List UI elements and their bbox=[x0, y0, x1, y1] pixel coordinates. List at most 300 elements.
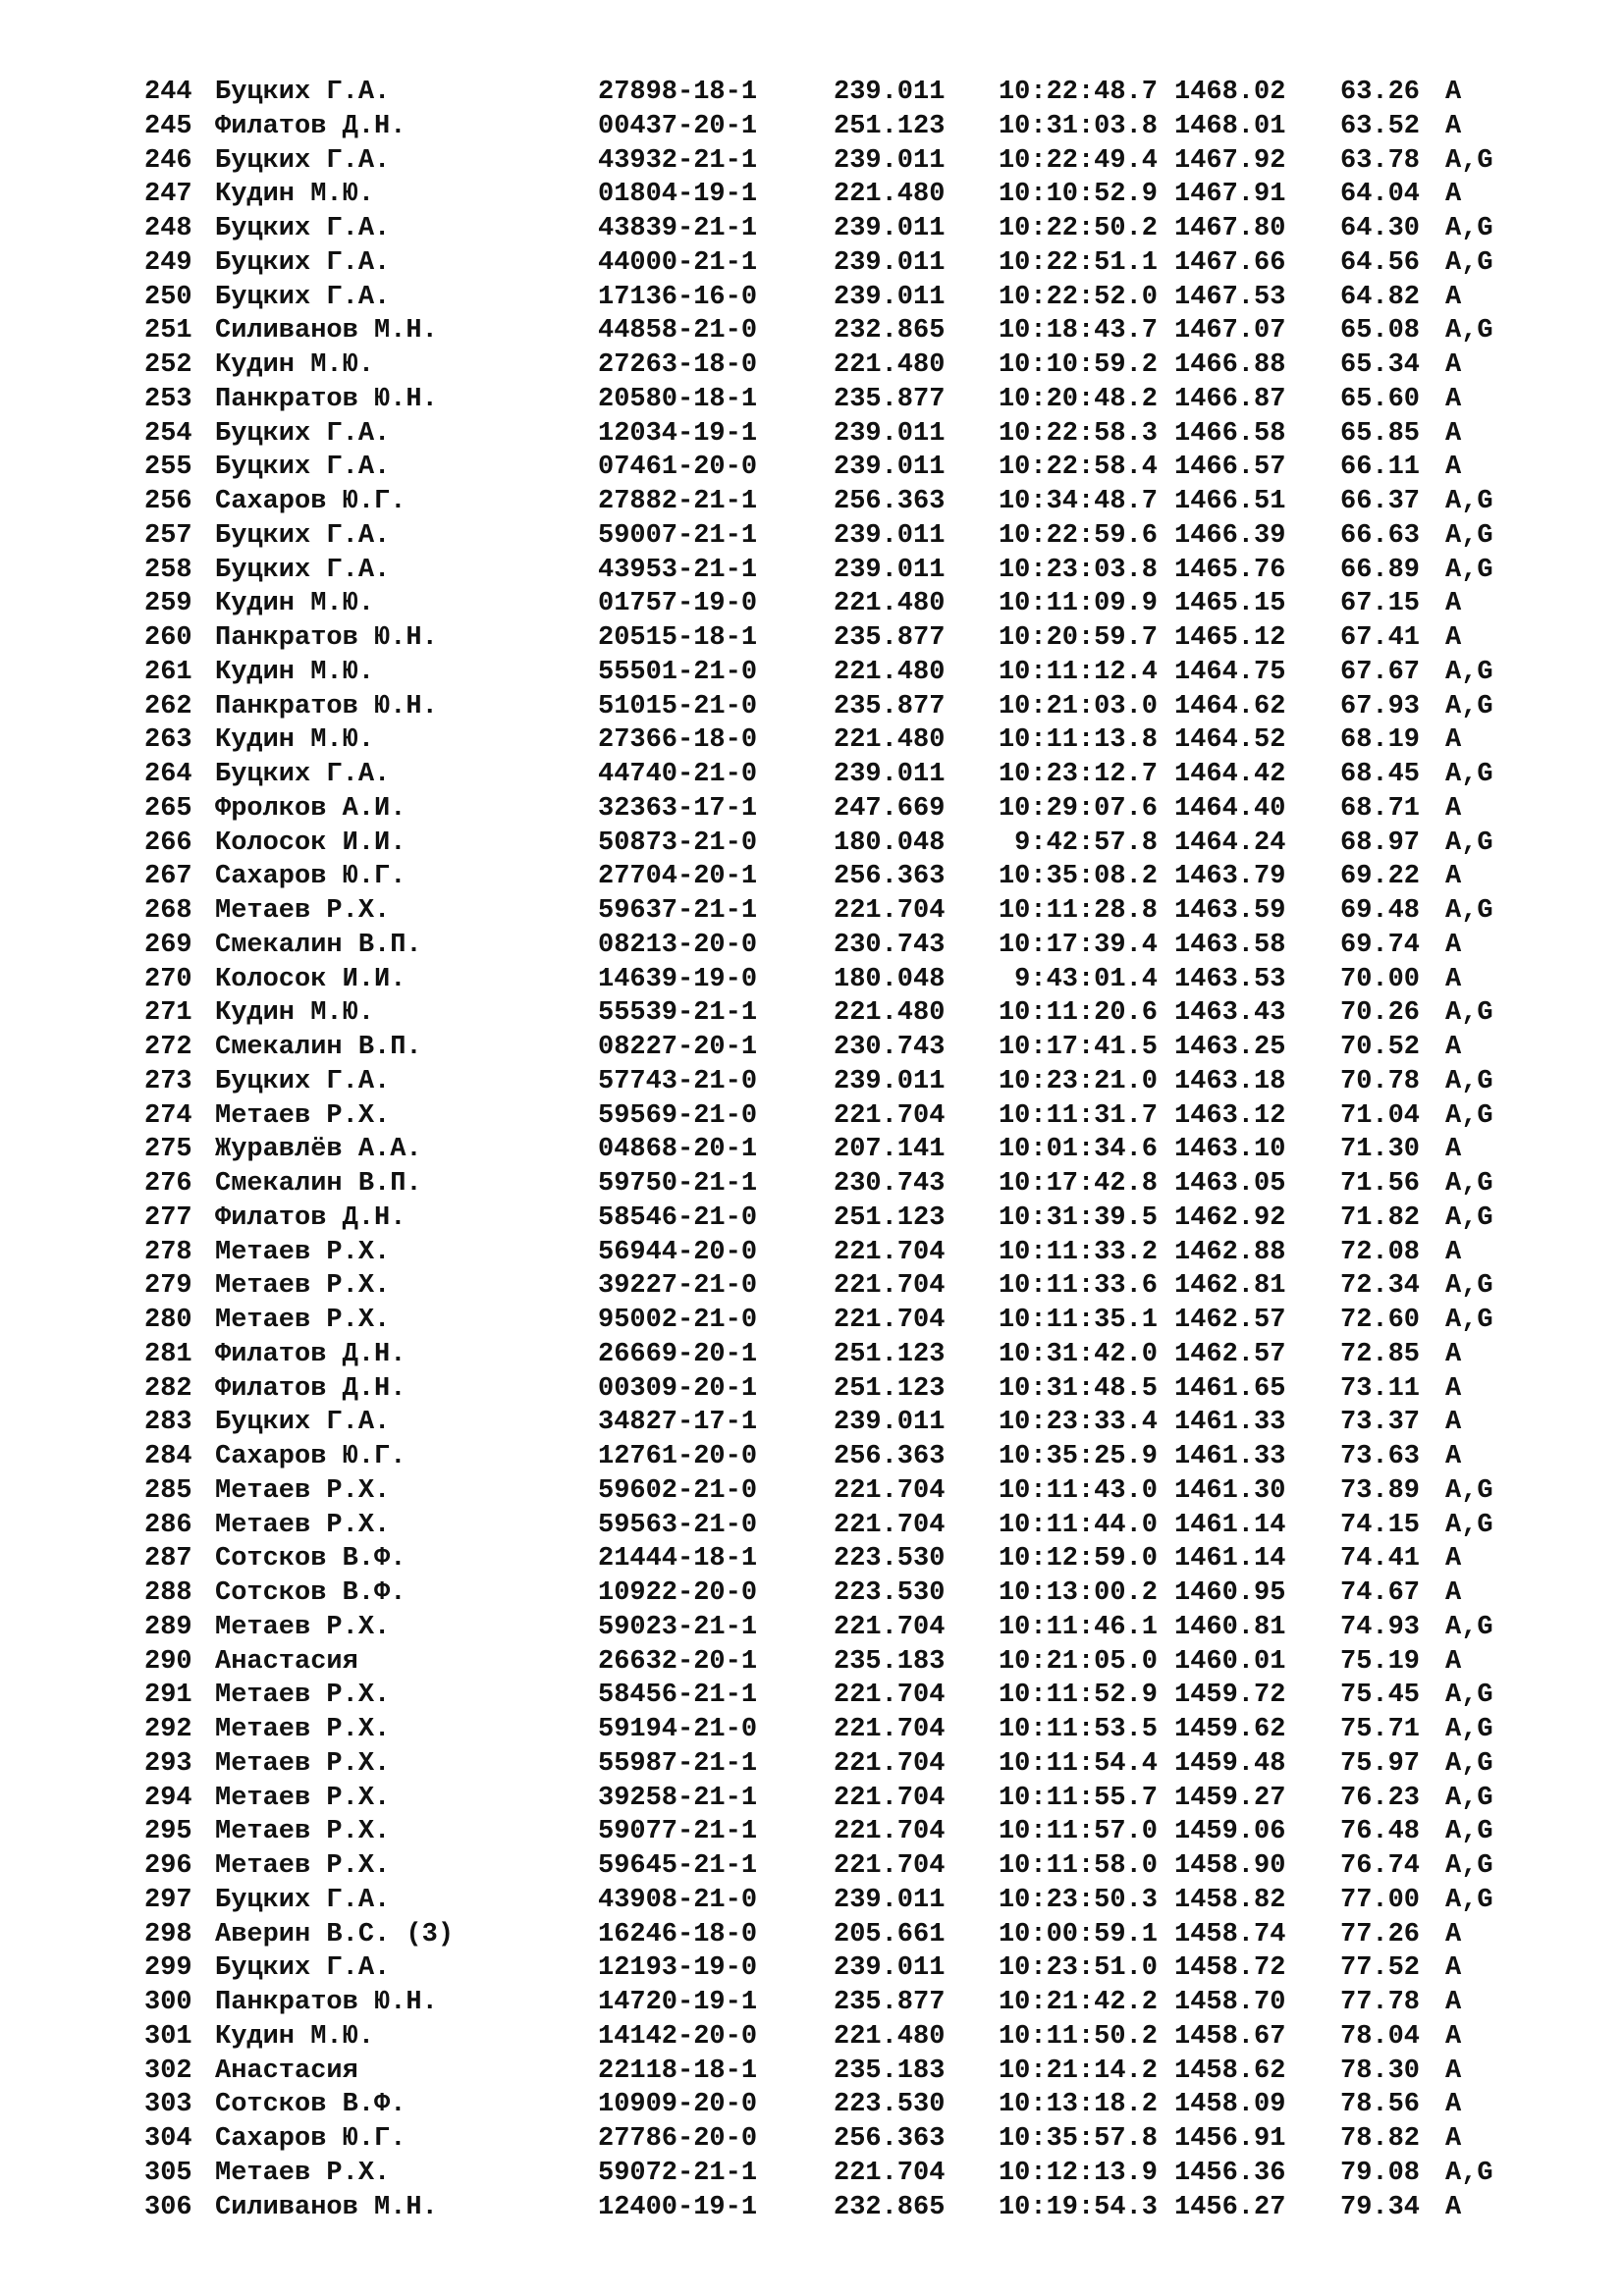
time-cell: 10:11:20.6 bbox=[998, 998, 1158, 1029]
flags-cell: A bbox=[1445, 1237, 1462, 1267]
distance-cell: 221.704 bbox=[834, 1306, 946, 1335]
speed-cell: 1466.39 bbox=[1174, 520, 1286, 551]
speed-cell: 1456.91 bbox=[1174, 2124, 1286, 2154]
name-cell: Буцких Г.А. bbox=[215, 1885, 391, 1915]
place-cell: 247 bbox=[144, 180, 192, 210]
ring-cell: 57743-21-0 bbox=[598, 1066, 758, 1096]
name-cell: Филатов Д.Н. bbox=[215, 1373, 406, 1404]
flags-cell: A bbox=[1445, 1442, 1462, 1471]
distance-cell: 221.704 bbox=[834, 1237, 946, 1267]
flags-cell: A bbox=[1445, 282, 1462, 312]
ring-cell: 27366-18-0 bbox=[598, 725, 758, 756]
flags-cell: A,G bbox=[1445, 1681, 1493, 1711]
time-cell: 10:31:48.5 bbox=[998, 1373, 1158, 1404]
speed-cell: 1466.58 bbox=[1174, 418, 1286, 449]
distance-cell: 221.704 bbox=[834, 1271, 946, 1302]
table-row bbox=[144, 1918, 1519, 1952]
distance-cell: 230.743 bbox=[834, 1169, 946, 1199]
name-cell: Метаев Р.Х. bbox=[215, 1851, 391, 1881]
time-cell: 10:22:52.0 bbox=[998, 282, 1158, 312]
flags-cell: A,G bbox=[1445, 1100, 1493, 1131]
time-cell: 10:11:55.7 bbox=[998, 1783, 1158, 1813]
name-cell: Метаев Р.Х. bbox=[215, 1271, 391, 1302]
distance-cell: 251.123 bbox=[834, 111, 946, 141]
time-cell: 10:11:53.5 bbox=[998, 1715, 1158, 1744]
ring-cell: 59077-21-1 bbox=[598, 1817, 758, 1847]
table-row bbox=[144, 1304, 1519, 1338]
ring-cell: 00309-20-1 bbox=[598, 1373, 758, 1404]
speed-cell: 1463.18 bbox=[1174, 1066, 1286, 1096]
flags-cell: A bbox=[1445, 862, 1462, 892]
ring-cell: 14142-20-0 bbox=[598, 2021, 758, 2052]
speed-cell: 1459.27 bbox=[1174, 1783, 1286, 1813]
place-cell: 262 bbox=[144, 691, 192, 721]
ring-cell: 12761-20-0 bbox=[598, 1442, 758, 1471]
name-cell: Колосок И.И. bbox=[215, 828, 406, 858]
table-row bbox=[144, 348, 1519, 383]
speed-cell: 1460.01 bbox=[1174, 1646, 1286, 1677]
time-cell: 10:13:00.2 bbox=[998, 1578, 1158, 1608]
name-cell: Буцких Г.А. bbox=[215, 418, 391, 449]
distance-cell: 221.480 bbox=[834, 350, 946, 380]
points-cell: 73.89 bbox=[1340, 1475, 1421, 1506]
speed-cell: 1468.02 bbox=[1174, 78, 1286, 107]
flags-cell: A bbox=[1445, 2056, 1462, 2086]
place-cell: 282 bbox=[144, 1373, 192, 1404]
points-cell: 75.45 bbox=[1340, 1681, 1421, 1711]
ring-cell: 55539-21-1 bbox=[598, 998, 758, 1029]
ring-cell: 59602-21-0 bbox=[598, 1475, 758, 1506]
table-row bbox=[144, 1065, 1519, 1099]
name-cell: Буцких Г.А. bbox=[215, 453, 391, 483]
name-cell: Филатов Д.Н. bbox=[215, 1339, 406, 1369]
distance-cell: 221.704 bbox=[834, 1681, 946, 1711]
flags-cell: A bbox=[1445, 725, 1462, 756]
place-cell: 306 bbox=[144, 2192, 192, 2222]
name-cell: Панкратов Ю.Н. bbox=[215, 384, 438, 414]
name-cell: Кудин М.Ю. bbox=[215, 998, 375, 1029]
place-cell: 266 bbox=[144, 828, 192, 858]
table-row bbox=[144, 1576, 1519, 1611]
flags-cell: A bbox=[1445, 2021, 1462, 2052]
place-cell: 305 bbox=[144, 2158, 192, 2188]
place-cell: 270 bbox=[144, 964, 192, 994]
name-cell: Кудин М.Ю. bbox=[215, 2021, 375, 2052]
distance-cell: 180.048 bbox=[834, 964, 946, 994]
time-cell: 10:11:33.6 bbox=[998, 1271, 1158, 1302]
distance-cell: 239.011 bbox=[834, 145, 946, 176]
time-cell: 10:11:50.2 bbox=[998, 2021, 1158, 2052]
table-row bbox=[144, 996, 1519, 1031]
flags-cell: A,G bbox=[1445, 691, 1493, 721]
points-cell: 66.89 bbox=[1340, 555, 1421, 585]
time-cell: 10:20:59.7 bbox=[998, 623, 1158, 653]
time-cell: 10:23:12.7 bbox=[998, 760, 1158, 789]
ring-cell: 26669-20-1 bbox=[598, 1339, 758, 1369]
name-cell: Журавлёв А.А. bbox=[215, 1135, 422, 1165]
points-cell: 69.74 bbox=[1340, 930, 1421, 960]
table-row bbox=[144, 1269, 1519, 1304]
ring-cell: 59007-21-1 bbox=[598, 520, 758, 551]
ring-cell: 14639-19-0 bbox=[598, 964, 758, 994]
ring-cell: 20580-18-1 bbox=[598, 384, 758, 414]
table-row bbox=[144, 929, 1519, 963]
flags-cell: A bbox=[1445, 1544, 1462, 1575]
place-cell: 274 bbox=[144, 1100, 192, 1131]
flags-cell: A bbox=[1445, 930, 1462, 960]
place-cell: 265 bbox=[144, 793, 192, 824]
name-cell: Фролков А.И. bbox=[215, 793, 406, 824]
name-cell: Сахаров Ю.Г. bbox=[215, 2124, 406, 2154]
distance-cell: 239.011 bbox=[834, 555, 946, 585]
table-row bbox=[144, 1031, 1519, 1065]
points-cell: 68.19 bbox=[1340, 725, 1421, 756]
speed-cell: 1456.36 bbox=[1174, 2158, 1286, 2188]
speed-cell: 1466.87 bbox=[1174, 384, 1286, 414]
distance-cell: 221.704 bbox=[834, 1851, 946, 1881]
flags-cell: A,G bbox=[1445, 1169, 1493, 1199]
flags-cell: A,G bbox=[1445, 2158, 1493, 2188]
points-cell: 76.23 bbox=[1340, 1783, 1421, 1813]
flags-cell: A bbox=[1445, 1578, 1462, 1608]
name-cell: Кудин М.Ю. bbox=[215, 350, 375, 380]
distance-cell: 256.363 bbox=[834, 2124, 946, 2154]
table-row bbox=[144, 1986, 1519, 2020]
time-cell: 10:22:58.4 bbox=[998, 453, 1158, 483]
points-cell: 73.11 bbox=[1340, 1373, 1421, 1404]
place-cell: 298 bbox=[144, 1919, 192, 1949]
ring-cell: 20515-18-1 bbox=[598, 623, 758, 653]
distance-cell: 256.363 bbox=[834, 1442, 946, 1471]
speed-cell: 1464.42 bbox=[1174, 760, 1286, 789]
flags-cell: A,G bbox=[1445, 1306, 1493, 1335]
name-cell: Буцких Г.А. bbox=[215, 555, 391, 585]
ring-cell: 12193-19-0 bbox=[598, 1953, 758, 1984]
speed-cell: 1461.14 bbox=[1174, 1510, 1286, 1540]
speed-cell: 1464.62 bbox=[1174, 691, 1286, 721]
speed-cell: 1462.57 bbox=[1174, 1306, 1286, 1335]
speed-cell: 1465.76 bbox=[1174, 555, 1286, 585]
ring-cell: 59023-21-1 bbox=[598, 1612, 758, 1642]
distance-cell: 235.877 bbox=[834, 384, 946, 414]
time-cell: 10:23:51.0 bbox=[998, 1953, 1158, 1984]
flags-cell: A,G bbox=[1445, 1612, 1493, 1642]
time-cell: 10:12:13.9 bbox=[998, 2158, 1158, 2188]
distance-cell: 239.011 bbox=[834, 1885, 946, 1915]
place-cell: 293 bbox=[144, 1748, 192, 1779]
speed-cell: 1464.52 bbox=[1174, 725, 1286, 756]
ring-cell: 43932-21-1 bbox=[598, 145, 758, 176]
place-cell: 272 bbox=[144, 1033, 192, 1062]
distance-cell: 221.704 bbox=[834, 1715, 946, 1744]
place-cell: 251 bbox=[144, 316, 192, 347]
table-row bbox=[144, 1713, 1519, 1747]
ring-cell: 59645-21-1 bbox=[598, 1851, 758, 1881]
table-row bbox=[144, 1611, 1519, 1645]
flags-cell: A,G bbox=[1445, 1817, 1493, 1847]
speed-cell: 1458.90 bbox=[1174, 1851, 1286, 1881]
speed-cell: 1459.72 bbox=[1174, 1681, 1286, 1711]
ring-cell: 27898-18-1 bbox=[598, 78, 758, 107]
table-row bbox=[144, 1542, 1519, 1576]
points-cell: 64.30 bbox=[1340, 214, 1421, 243]
points-cell: 63.26 bbox=[1340, 78, 1421, 107]
distance-cell: 239.011 bbox=[834, 1408, 946, 1438]
name-cell: Колосок И.И. bbox=[215, 964, 406, 994]
place-cell: 301 bbox=[144, 2021, 192, 2052]
name-cell: Анастасия bbox=[215, 2056, 358, 2086]
flags-cell: A,G bbox=[1445, 657, 1493, 687]
speed-cell: 1463.43 bbox=[1174, 998, 1286, 1029]
distance-cell: 239.011 bbox=[834, 78, 946, 107]
distance-cell: 235.877 bbox=[834, 623, 946, 653]
points-cell: 69.48 bbox=[1340, 896, 1421, 926]
points-cell: 70.26 bbox=[1340, 998, 1421, 1029]
ring-cell: 59569-21-0 bbox=[598, 1100, 758, 1131]
time-cell: 10:17:41.5 bbox=[998, 1033, 1158, 1062]
time-cell: 10:11:33.2 bbox=[998, 1237, 1158, 1267]
time-cell: 10:21:03.0 bbox=[998, 691, 1158, 721]
speed-cell: 1463.25 bbox=[1174, 1033, 1286, 1062]
name-cell: Буцких Г.А. bbox=[215, 1408, 391, 1438]
points-cell: 74.41 bbox=[1340, 1544, 1421, 1575]
distance-cell: 232.865 bbox=[834, 2192, 946, 2222]
table-row bbox=[144, 246, 1519, 281]
table-row bbox=[144, 1815, 1519, 1849]
table-row bbox=[144, 144, 1519, 179]
place-cell: 256 bbox=[144, 487, 192, 516]
time-cell: 10:11:43.0 bbox=[998, 1475, 1158, 1506]
flags-cell: A,G bbox=[1445, 760, 1493, 789]
place-cell: 245 bbox=[144, 111, 192, 141]
ring-cell: 44858-21-0 bbox=[598, 316, 758, 347]
points-cell: 78.04 bbox=[1340, 2021, 1421, 2052]
name-cell: Метаев Р.Х. bbox=[215, 2158, 391, 2188]
time-cell: 10:11:35.1 bbox=[998, 1306, 1158, 1335]
speed-cell: 1463.59 bbox=[1174, 896, 1286, 926]
points-cell: 65.85 bbox=[1340, 418, 1421, 449]
points-cell: 74.67 bbox=[1340, 1578, 1421, 1608]
ring-cell: 39258-21-1 bbox=[598, 1783, 758, 1813]
distance-cell: 256.363 bbox=[834, 862, 946, 892]
speed-cell: 1467.53 bbox=[1174, 282, 1286, 312]
name-cell: Смекалин В.П. bbox=[215, 930, 422, 960]
name-cell: Метаев Р.Х. bbox=[215, 896, 391, 926]
place-cell: 303 bbox=[144, 2090, 192, 2120]
name-cell: Сотсков В.Ф. bbox=[215, 2090, 406, 2120]
time-cell: 10:11:46.1 bbox=[998, 1612, 1158, 1642]
flags-cell: A bbox=[1445, 2124, 1462, 2154]
distance-cell: 221.480 bbox=[834, 998, 946, 1029]
speed-cell: 1456.27 bbox=[1174, 2192, 1286, 2222]
ring-cell: 12034-19-1 bbox=[598, 418, 758, 449]
place-cell: 269 bbox=[144, 930, 192, 960]
flags-cell: A,G bbox=[1445, 487, 1493, 516]
speed-cell: 1462.92 bbox=[1174, 1202, 1286, 1233]
ring-cell: 95002-21-0 bbox=[598, 1306, 758, 1335]
name-cell: Кудин М.Ю. bbox=[215, 657, 375, 687]
name-cell: Буцких Г.А. bbox=[215, 282, 391, 312]
ring-cell: 17136-16-0 bbox=[598, 282, 758, 312]
place-cell: 279 bbox=[144, 1271, 192, 1302]
ring-cell: 22118-18-1 bbox=[598, 2056, 758, 2086]
ring-cell: 08213-20-0 bbox=[598, 930, 758, 960]
place-cell: 271 bbox=[144, 998, 192, 1029]
points-cell: 63.78 bbox=[1340, 145, 1421, 176]
place-cell: 273 bbox=[144, 1066, 192, 1096]
place-cell: 302 bbox=[144, 2056, 192, 2086]
distance-cell: 221.480 bbox=[834, 589, 946, 619]
time-cell: 10:11:09.9 bbox=[998, 589, 1158, 619]
table-row bbox=[144, 1474, 1519, 1509]
flags-cell: A,G bbox=[1445, 145, 1493, 176]
name-cell: Буцких Г.А. bbox=[215, 1953, 391, 1984]
flags-cell: A bbox=[1445, 1408, 1462, 1438]
table-row bbox=[144, 1645, 1519, 1680]
speed-cell: 1467.91 bbox=[1174, 180, 1286, 210]
flags-cell: A,G bbox=[1445, 1066, 1493, 1096]
place-cell: 291 bbox=[144, 1681, 192, 1711]
speed-cell: 1468.01 bbox=[1174, 111, 1286, 141]
flags-cell: A bbox=[1445, 964, 1462, 994]
distance-cell: 239.011 bbox=[834, 418, 946, 449]
flags-cell: A,G bbox=[1445, 555, 1493, 585]
time-cell: 10:23:03.8 bbox=[998, 555, 1158, 585]
place-cell: 263 bbox=[144, 725, 192, 756]
results-table bbox=[144, 76, 1519, 2224]
name-cell: Сахаров Ю.Г. bbox=[215, 1442, 406, 1471]
ring-cell: 58456-21-1 bbox=[598, 1681, 758, 1711]
points-cell: 77.78 bbox=[1340, 1988, 1421, 2017]
table-row bbox=[144, 314, 1519, 348]
speed-cell: 1467.07 bbox=[1174, 316, 1286, 347]
flags-cell: A bbox=[1445, 1953, 1462, 1984]
place-cell: 284 bbox=[144, 1442, 192, 1471]
place-cell: 276 bbox=[144, 1169, 192, 1199]
speed-cell: 1463.05 bbox=[1174, 1169, 1286, 1199]
flags-cell: A bbox=[1445, 1135, 1462, 1165]
place-cell: 253 bbox=[144, 384, 192, 414]
table-row bbox=[144, 485, 1519, 519]
speed-cell: 1461.30 bbox=[1174, 1475, 1286, 1506]
table-row bbox=[144, 1679, 1519, 1713]
distance-cell: 232.865 bbox=[834, 316, 946, 347]
points-cell: 71.82 bbox=[1340, 1202, 1421, 1233]
distance-cell: 221.704 bbox=[834, 1510, 946, 1540]
name-cell: Метаев Р.Х. bbox=[215, 1612, 391, 1642]
place-cell: 296 bbox=[144, 1851, 192, 1881]
ring-cell: 58546-21-0 bbox=[598, 1202, 758, 1233]
speed-cell: 1461.65 bbox=[1174, 1373, 1286, 1404]
table-row bbox=[144, 451, 1519, 485]
distance-cell: 235.877 bbox=[834, 1988, 946, 2017]
points-cell: 75.71 bbox=[1340, 1715, 1421, 1744]
place-cell: 249 bbox=[144, 247, 192, 278]
ring-cell: 56944-20-0 bbox=[598, 1237, 758, 1267]
distance-cell: 221.704 bbox=[834, 1817, 946, 1847]
points-cell: 66.11 bbox=[1340, 453, 1421, 483]
time-cell: 10:23:33.4 bbox=[998, 1408, 1158, 1438]
distance-cell: 251.123 bbox=[834, 1202, 946, 1233]
flags-cell: A bbox=[1445, 111, 1462, 141]
name-cell: Буцких Г.А. bbox=[215, 520, 391, 551]
place-cell: 259 bbox=[144, 589, 192, 619]
flags-cell: A,G bbox=[1445, 316, 1493, 347]
name-cell: Филатов Д.Н. bbox=[215, 111, 406, 141]
points-cell: 70.78 bbox=[1340, 1066, 1421, 1096]
time-cell: 9:42:57.8 bbox=[1014, 828, 1158, 858]
place-cell: 288 bbox=[144, 1578, 192, 1608]
table-row bbox=[144, 417, 1519, 452]
table-row bbox=[144, 1406, 1519, 1440]
place-cell: 246 bbox=[144, 145, 192, 176]
flags-cell: A bbox=[1445, 1033, 1462, 1062]
time-cell: 10:11:31.7 bbox=[998, 1100, 1158, 1131]
speed-cell: 1458.74 bbox=[1174, 1919, 1286, 1949]
place-cell: 289 bbox=[144, 1612, 192, 1642]
name-cell: Метаев Р.Х. bbox=[215, 1715, 391, 1744]
name-cell: Метаев Р.Х. bbox=[215, 1783, 391, 1813]
table-row bbox=[144, 1440, 1519, 1474]
distance-cell: 230.743 bbox=[834, 930, 946, 960]
time-cell: 10:11:58.0 bbox=[998, 1851, 1158, 1881]
distance-cell: 205.661 bbox=[834, 1919, 946, 1949]
table-row bbox=[144, 1849, 1519, 1884]
flags-cell: A,G bbox=[1445, 214, 1493, 243]
table-row bbox=[144, 1782, 1519, 1816]
speed-cell: 1461.33 bbox=[1174, 1442, 1286, 1471]
points-cell: 65.60 bbox=[1340, 384, 1421, 414]
time-cell: 10:20:48.2 bbox=[998, 384, 1158, 414]
table-row bbox=[144, 110, 1519, 144]
name-cell: Метаев Р.Х. bbox=[215, 1100, 391, 1131]
points-cell: 63.52 bbox=[1340, 111, 1421, 141]
distance-cell: 221.704 bbox=[834, 1475, 946, 1506]
points-cell: 77.26 bbox=[1340, 1919, 1421, 1949]
ring-cell: 44000-21-1 bbox=[598, 247, 758, 278]
flags-cell: A bbox=[1445, 1373, 1462, 1404]
ring-cell: 27786-20-0 bbox=[598, 2124, 758, 2154]
name-cell: Метаев Р.Х. bbox=[215, 1475, 391, 1506]
ring-cell: 16246-18-0 bbox=[598, 1919, 758, 1949]
distance-cell: 221.704 bbox=[834, 1783, 946, 1813]
points-cell: 72.60 bbox=[1340, 1306, 1421, 1335]
points-cell: 66.63 bbox=[1340, 520, 1421, 551]
points-cell: 79.08 bbox=[1340, 2158, 1421, 2188]
place-cell: 295 bbox=[144, 1817, 192, 1847]
flags-cell: A bbox=[1445, 1919, 1462, 1949]
table-row bbox=[144, 758, 1519, 792]
distance-cell: 247.669 bbox=[834, 793, 946, 824]
speed-cell: 1466.88 bbox=[1174, 350, 1286, 380]
ring-cell: 43839-21-1 bbox=[598, 214, 758, 243]
ring-cell: 59194-21-0 bbox=[598, 1715, 758, 1744]
points-cell: 70.52 bbox=[1340, 1033, 1421, 1062]
place-cell: 287 bbox=[144, 1544, 192, 1575]
place-cell: 261 bbox=[144, 657, 192, 687]
speed-cell: 1463.79 bbox=[1174, 862, 1286, 892]
time-cell: 10:22:59.6 bbox=[998, 520, 1158, 551]
flags-cell: A,G bbox=[1445, 1783, 1493, 1813]
time-cell: 10:35:25.9 bbox=[998, 1442, 1158, 1471]
place-cell: 264 bbox=[144, 760, 192, 789]
speed-cell: 1464.24 bbox=[1174, 828, 1286, 858]
ring-cell: 00437-20-1 bbox=[598, 111, 758, 141]
time-cell: 10:11:44.0 bbox=[998, 1510, 1158, 1540]
points-cell: 70.00 bbox=[1340, 964, 1421, 994]
points-cell: 68.97 bbox=[1340, 828, 1421, 858]
name-cell: Сахаров Ю.Г. bbox=[215, 862, 406, 892]
